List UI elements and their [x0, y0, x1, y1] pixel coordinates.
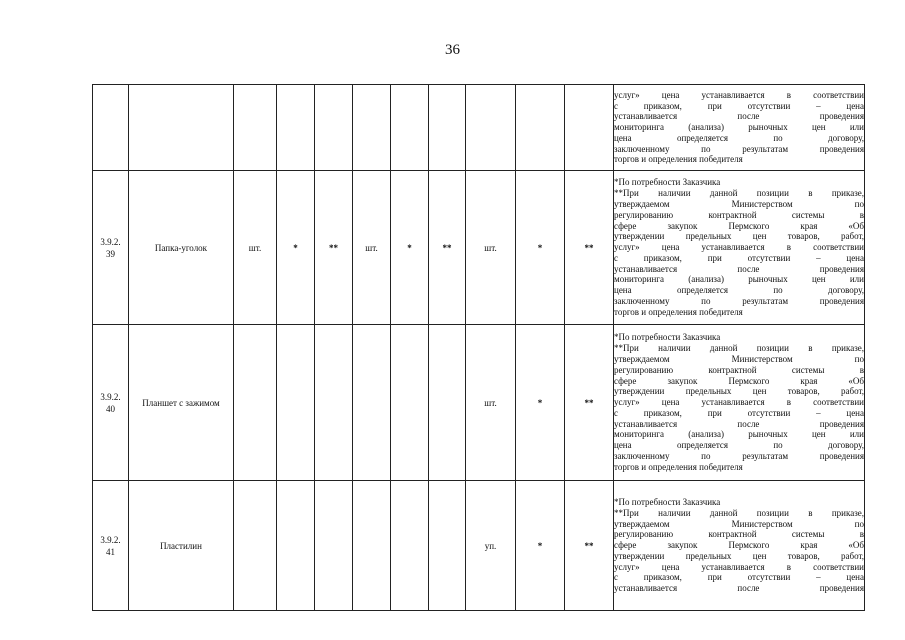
notes-line: *По потребности Заказчика [614, 332, 721, 343]
requirements-table [92, 84, 865, 611]
notes-line: утверждении предельных цен товаров, работ, [614, 550, 864, 561]
table-row [93, 171, 865, 325]
item-code [93, 325, 129, 481]
item-notes [614, 481, 865, 611]
price-cell [315, 85, 353, 171]
item-code [93, 481, 129, 611]
notes-line: заключенному по результатам проведения [614, 143, 864, 154]
qty-cell: * [516, 481, 565, 611]
notes-line: заключенному по результатам проведения [614, 451, 864, 462]
notes-line: с приказом, при отсутствии – цена [614, 100, 864, 111]
price-cell [429, 85, 466, 171]
item-notes [614, 171, 865, 325]
qty-cell [391, 85, 429, 171]
price-cell [565, 85, 614, 171]
price-cell: ** [315, 171, 353, 325]
notes-line: услуг» цена устанавливается в соответствии [614, 89, 864, 100]
qty-cell [391, 325, 429, 481]
item-name: Пластилин [129, 481, 234, 611]
price-cell [315, 481, 353, 611]
unit-cell: шт. [234, 171, 277, 325]
item-code-prefix: 3.9.2. [100, 391, 121, 402]
qty-cell: * [516, 171, 565, 325]
notes-line: мониторинга (анализа) рыночных цен или [614, 429, 864, 440]
notes-line: регулированию контрактной системы в [614, 209, 864, 220]
price-cell: ** [565, 481, 614, 611]
item-name [129, 85, 234, 171]
qty-cell [277, 481, 315, 611]
notes-line: цена определяется по договору, [614, 132, 864, 143]
notes-line: утверждаемом Министерством по [614, 518, 864, 529]
notes-line: с приказом, при отсутствии – цена [614, 407, 864, 418]
price-cell: ** [565, 325, 614, 481]
notes-line: торгов и определения победителя [614, 154, 743, 165]
qty-cell [277, 85, 315, 171]
notes-line: с приказом, при отсутствии – цена [614, 572, 864, 583]
price-cell [429, 481, 466, 611]
notes-line: **При наличии данной позиции в приказе, [614, 507, 864, 518]
notes-line: *По потребности Заказчика [614, 496, 721, 507]
page-number: 36 [445, 42, 460, 58]
qty-cell: * [277, 171, 315, 325]
qty-cell [516, 85, 565, 171]
qty-cell [391, 481, 429, 611]
notes-line: устанавливается после проведения [614, 418, 864, 429]
notes-line: утверждении предельных цен товаров, работ, [614, 386, 864, 397]
price-cell: ** [565, 171, 614, 325]
notes-line: утверждении предельных цен товаров, работ, [614, 231, 864, 242]
item-notes [614, 85, 865, 171]
notes-line: цена определяется по договору, [614, 440, 864, 451]
item-code-prefix: 3.9.2. [100, 534, 121, 545]
qty-cell: * [391, 171, 429, 325]
item-code [93, 171, 129, 325]
notes-line: заключенному по результатам проведения [614, 296, 864, 307]
unit-cell [234, 85, 277, 171]
item-name: Планшет с зажимом [129, 325, 234, 481]
notes-line: сфере закупок Пермского края «Об [614, 220, 864, 231]
notes-line: регулированию контрактной системы в [614, 364, 864, 375]
notes-line: торгов и определения победителя [614, 461, 743, 472]
table-row [93, 481, 865, 611]
notes-line: услуг» цена устанавливается в соответствии [614, 397, 864, 408]
item-code-number: 39 [106, 248, 115, 259]
notes-line: мониторинга (анализа) рыночных цен или [614, 274, 864, 285]
notes-line: утверждаемом Министерством по [614, 353, 864, 364]
notes-line: услуг» цена устанавливается в соответствии [614, 561, 864, 572]
notes-line: сфере закупок Пермского края «Об [614, 375, 864, 386]
notes-line: с приказом, при отсутствии – цена [614, 252, 864, 263]
item-code [93, 85, 129, 171]
notes-line: мониторинга (анализа) рыночных цен или [614, 122, 864, 133]
price-cell [315, 325, 353, 481]
unit-cell: шт. [466, 171, 516, 325]
price-cell: ** [429, 171, 466, 325]
notes-line: устанавливается после проведения [614, 263, 864, 274]
unit-cell [466, 85, 516, 171]
notes-line: утверждаемом Министерством по [614, 198, 864, 209]
item-code-number: 40 [106, 403, 115, 414]
unit-cell [234, 481, 277, 611]
notes-line: торгов и определения победителя [614, 306, 743, 317]
unit-cell [353, 481, 391, 611]
notes-line: цена определяется по договору, [614, 285, 864, 296]
qty-cell: * [516, 325, 565, 481]
item-code-prefix: 3.9.2. [100, 236, 121, 247]
unit-cell [234, 325, 277, 481]
notes-line: сфере закупок Пермского края «Об [614, 540, 864, 551]
unit-cell [353, 325, 391, 481]
notes-line: устанавливается после проведения [614, 583, 864, 594]
unit-cell [353, 85, 391, 171]
item-name: Папка-уголок [129, 171, 234, 325]
notes-line: **При наличии данной позиции в приказе, [614, 188, 864, 199]
qty-cell [277, 325, 315, 481]
price-cell [429, 325, 466, 481]
notes-line: *По потребности Заказчика [614, 177, 721, 188]
table-row [93, 325, 865, 481]
item-code-number: 41 [106, 546, 115, 557]
unit-cell: шт. [353, 171, 391, 325]
notes-line: **При наличии данной позиции в приказе, [614, 343, 864, 354]
notes-line: устанавливается после проведения [614, 111, 864, 122]
notes-line: регулированию контрактной системы в [614, 529, 864, 540]
table-row [93, 85, 865, 171]
unit-cell: шт. [466, 325, 516, 481]
notes-line: услуг» цена устанавливается в соответствии [614, 242, 864, 253]
unit-cell: уп. [466, 481, 516, 611]
item-notes [614, 325, 865, 481]
